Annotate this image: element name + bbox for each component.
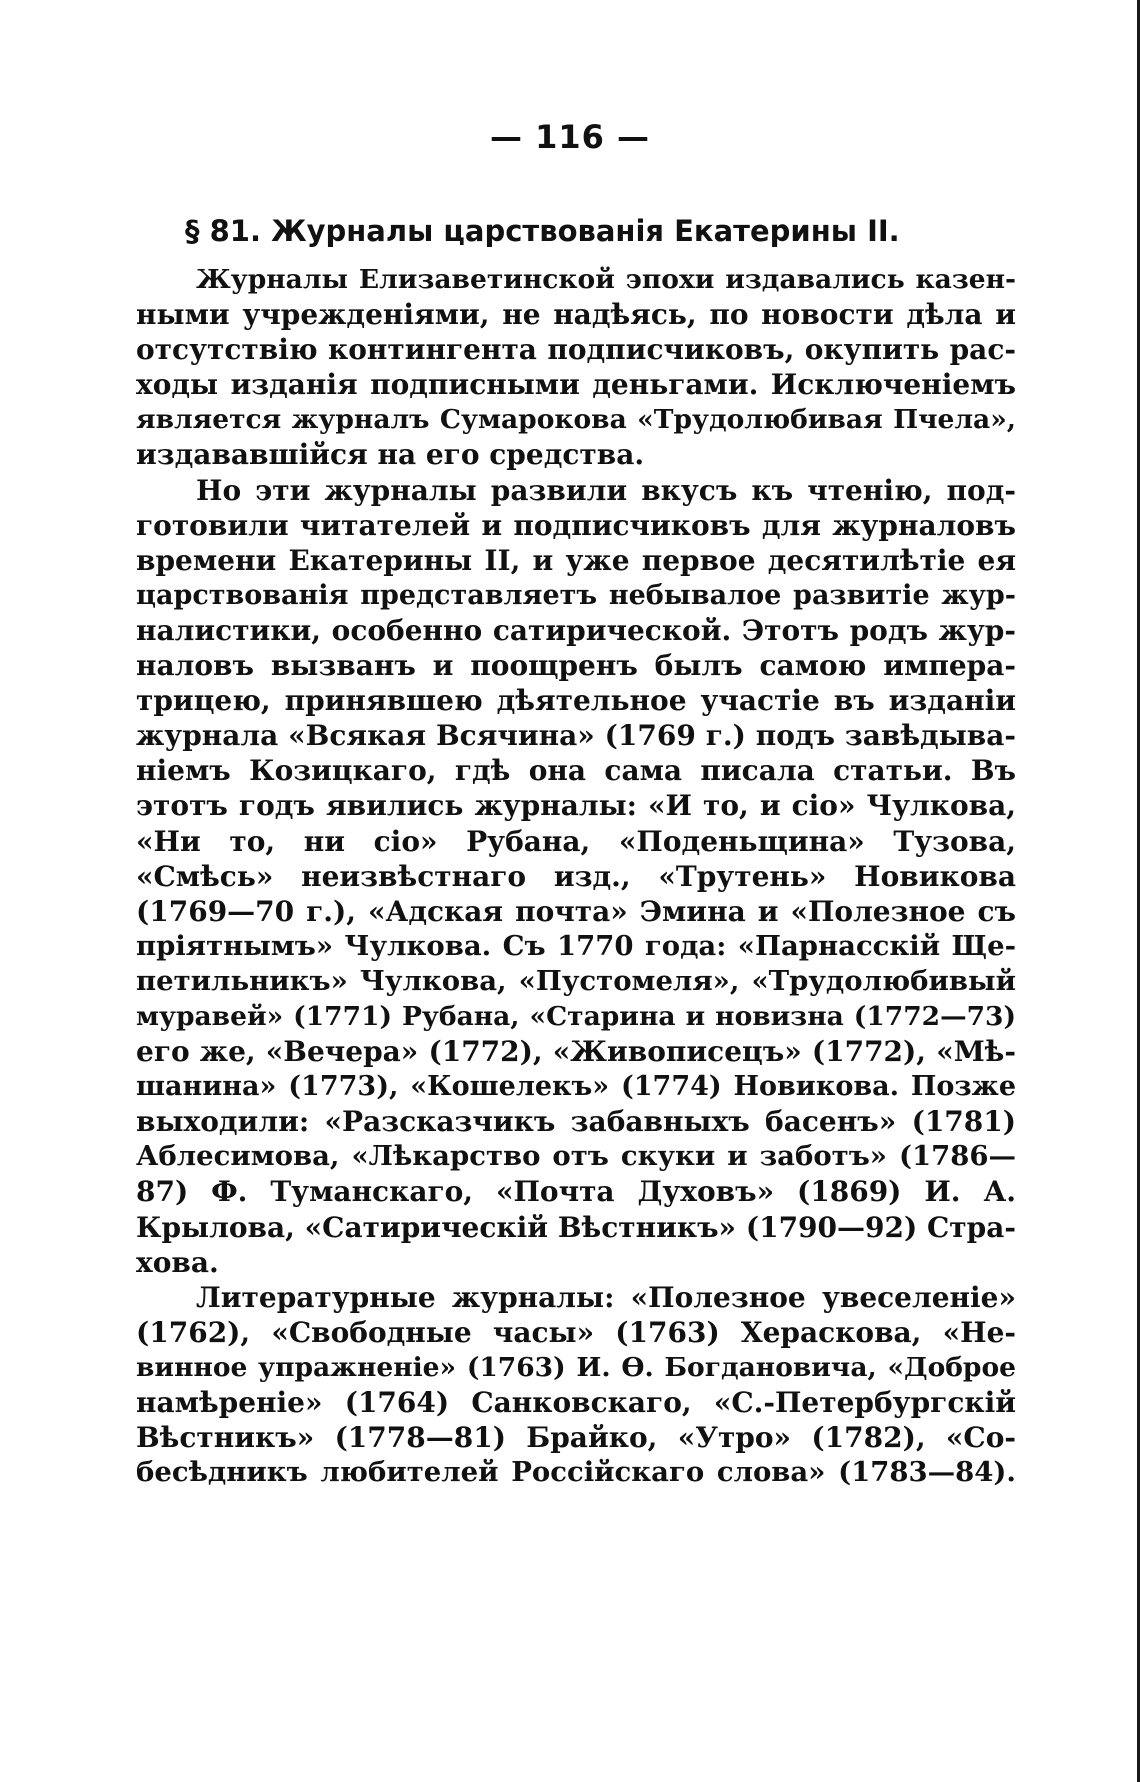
section-heading: § 81. Журналы царствованія Екатерины II. [185,214,900,248]
text-line: ходы изданія подписными деньгами. Исключеніемъ [136,368,1016,402]
text-line: 87) Ф. Туманскаго, «Почта Духовъ» (1869) И. А. [136,1175,1016,1209]
text-line: (1762), «Свободные часы» (1763) Хераскова, «Не- [136,1315,1016,1349]
text-line: Крылова, «Сатирическій Вѣстникъ» (1790—92) Стра- [136,1210,1016,1244]
text-line: Вѣстникъ» (1778—81) Брайко, «Утро» (1782), «Со- [136,1421,1016,1455]
text-line: отсутствію контингента подписчиковъ, окупить рас- [136,333,1016,367]
text-line: готовили читателей и подписчиковъ для журналовъ [136,508,1016,542]
text-line: ными учрежденіями, не надѣясь, по новости дѣла и [136,298,1016,332]
text-line: Но эти журналы развили вкусъ къ чтенію, под- [196,473,1016,507]
paragraph [136,1280,1016,1491]
text-line: петильникъ» Чулкова, «Пустомеля», «Трудолюбивый [136,964,1016,997]
text-line: Журналы Елизаветинской эпохи издавались казен- [196,264,1016,295]
body-text [136,262,1016,1490]
text-line: (1769—70 г.), «Адская почта» Эмина и «Полезное съ [136,894,1016,928]
text-line: муравей» (1771) Рубана, «Старина и новизна (1772—73) [136,1000,1016,1032]
text-line: ніемъ Козицкаго, гдѣ она сама писала статьи. Въ [136,754,1016,788]
text-line: Аблесимова, «Лѣкарство отъ скуки и заботъ» (1786— [136,1140,1016,1173]
text-line: «Смѣсь» неизвѣстнаго изд., «Трутень» Новикова [136,859,1016,893]
paragraph [136,262,1016,473]
text-line: наловъ вызванъ и поощренъ былъ самою импера- [136,649,1016,683]
text-line: намѣреніе» (1764) Санковскаго, «С.-Петербургскій [136,1386,1016,1419]
text-line: является журналъ Сумарокова «Трудолюбивая Пчела», [136,404,1016,436]
text-line: журнала «Всякая Всячина» (1769 г.) подъ завѣдыва- [136,719,1016,753]
text-line: царствованія представляетъ небывалое развитіе жур- [136,579,1016,611]
text-line: Литературные журналы: «Полезное увеселеніе» [196,1280,1016,1314]
text-line: винное упражненіе» (1763) И. Ѳ. Богдановича, «Доброе [136,1351,1016,1383]
text-line: этотъ годъ явились журналы: «И то, и сіо» Чулкова, [136,789,1016,823]
text-line: выходили: «Разсказчикъ забавныхъ басенъ» (1781) [136,1105,1016,1139]
text-line: издававшійся на его средства. [136,438,645,472]
text-line: его же, «Вечера» (1772), «Живописецъ» (1772), «Мѣ- [136,1035,1016,1069]
text-line: «Ни то, ни сіо» Рубана, «Поденьщина» Тузова, [136,824,1016,858]
text-line: шанина» (1773), «Кошелекъ» (1774) Новикова. Позже [136,1071,1016,1103]
text-line: времени Екатерины II, и уже первое десятилѣтіе ея [136,543,1016,577]
text-line: бесѣдникъ любителей Россійскаго слова» (1783—84). [136,1456,1016,1489]
text-line: пріятнымъ» Чулкова. Съ 1770 года: «Парнасскій Ще- [136,929,1016,962]
paragraph [136,473,1016,1280]
text-line: налистики, особенно сатирической. Этотъ родъ жур- [136,613,1016,647]
page-number: — 116 — [489,118,651,156]
text-line: хова. [136,1245,219,1279]
text-line: трицею, принявшею дѣятельное участіе въ изданіи [136,684,1016,718]
